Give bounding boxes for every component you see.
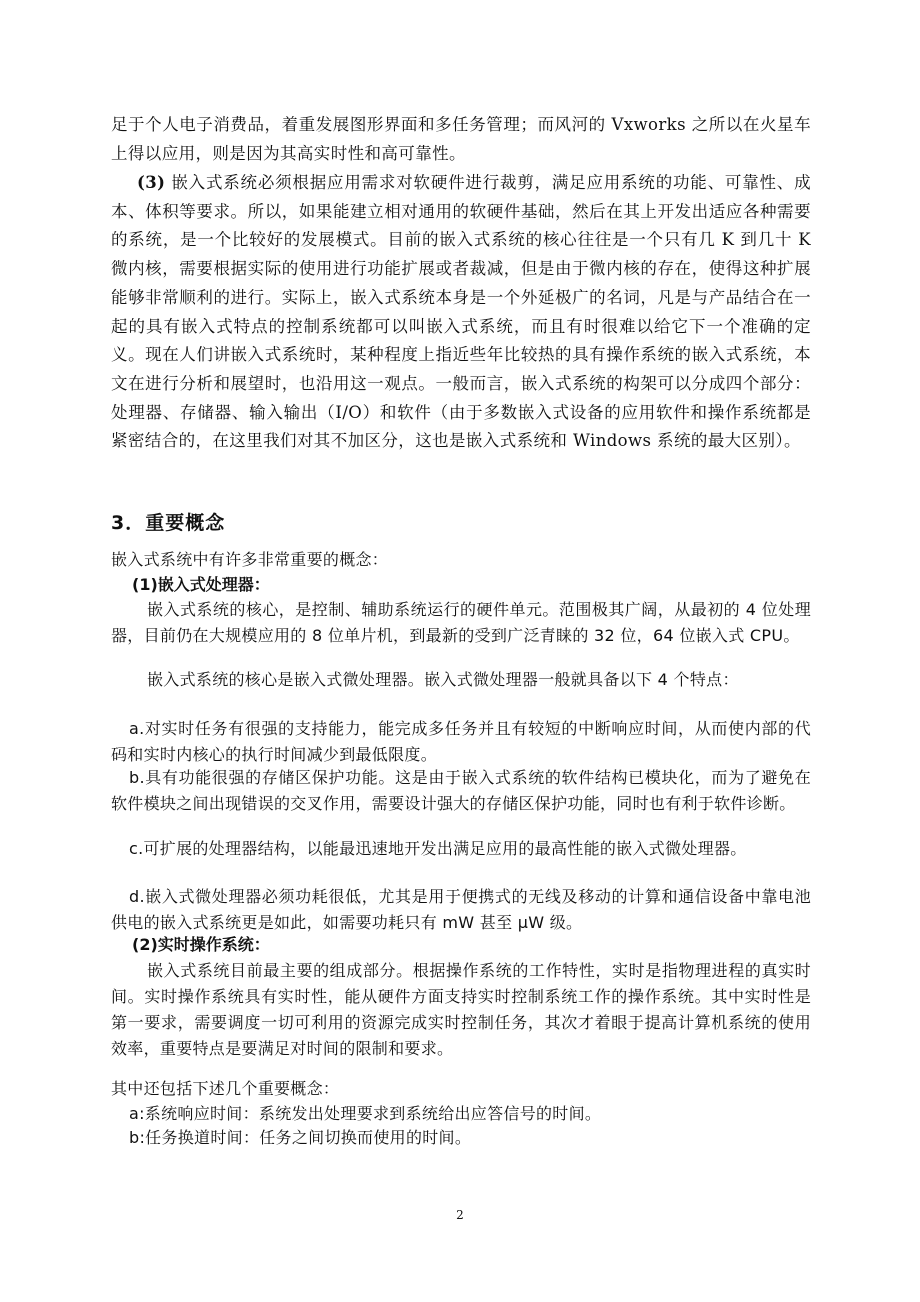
feature-b: b.具有功能很强的存储区保护功能。这是由于嵌入式系统的软件结构已模块化，而为了避免在软件模块之间出现错误的交叉作用，需要设计强大的存储区保护功能，同时也有利于软件诊断。 [111, 768, 811, 813]
sub2-p1: 嵌入式系统目前最主要的组成部分。根据操作系统的工作特性，实时是指物理进程的真实时间。实时操作系统具有实时性，能从硬件方面支持实时控制系统工作的操作系统。其中实时性是第一要求，需要调度一切可利用的资源完成实时控制任务，其次才着眼于提高计算机系统的使用效率，重要特点是要满足对时间的限制和要求。 [111, 961, 811, 1058]
item-a: a:系统响应时间：系统发出处理要求到系统给出应答信号的时间。 [129, 1104, 602, 1123]
para-3-number: (3) [137, 173, 166, 192]
section-heading: 3．重要概念 [111, 512, 226, 534]
sub1-heading: (1)嵌入式处理器： [132, 575, 270, 594]
feature-c: c.可扩展的处理器结构，以能最迅速地开发出满足应用的最高性能的嵌入式微处理器。 [129, 839, 747, 858]
para-3-text: 嵌入式系统必须根据应用需求对软硬件进行裁剪，满足应用系统的功能、可靠性、成本、体积等要求。所以，如果能建立相对通用的软硬件基础，然后在其上开发出适应各种需要的系统，是一个比较好的发展模式。目前的嵌入式系统的核心往往是一个只有几 K 到几十 K 微内核，需要根据实际的使用进行功能扩展或者裁减，但是由于微内核的存在，使得这种扩展能够非常顺利的进行。实际上，嵌入式系统本身是一个外延极广的名词，凡是与产品结合在一起的具有嵌入式特点的控制系统都可以叫嵌入式系统，而且有时很难以给它下一个准确的定义。现在人们讲嵌入式系统时，某种程度上指近些年比较热的具有操作系统的嵌入式系统，本文在进行分析和展望时，也沿用这一观点。一般而言，嵌入式系统的构架可以分成四个部分：处理器、存储器、输入输出（I/O）和软件（由于多数嵌入式设备的应用软件和操作系统都是紧密结合的，在这里我们对其不加区分，这也是嵌入式系统和 Windows 系统的最大区别）。 [111, 173, 811, 451]
sub2-heading: (2)实时操作系统： [132, 935, 270, 954]
page-number: 2 [456, 1208, 464, 1222]
concepts-intro: 嵌入式系统中有许多非常重要的概念： [111, 550, 389, 569]
para-3 [111, 169, 811, 456]
item-b: b:任务换道时间：任务之间切换而使用的时间。 [129, 1128, 472, 1147]
feature-a: a.对实时任务有很强的支持能力，能完成多任务并且有较短的中断响应时间，从而使内部的代码和实时内核心的执行时间减少到最低限度。 [111, 719, 811, 764]
feature-d: d.嵌入式微处理器必须功耗很低，尤其是用于便携式的无线及移动的计算和通信设备中靠电池供电的嵌入式系统更是如此，如需要功耗只有 mW 甚至 μW 级。 [111, 887, 811, 932]
sub1-p1: 嵌入式系统的核心，是控制、辅助系统运行的硬件单元。范围极其广阔，从最初的 4 位处理器，目前仍在大规模应用的 8 位单片机，到最新的受到广泛青睐的 32 位，64 位嵌入式 CPU。 [111, 600, 811, 645]
sub1-p2: 嵌入式系统的核心是嵌入式微处理器。嵌入式微处理器一般就具备以下 4 个特点： [147, 670, 739, 689]
sub2-intro2: 其中还包括下述几个重要概念： [111, 1079, 340, 1098]
para-intro-tail: 足于个人电子消费品，着重发展图形界面和多任务管理；而风河的 Vxworks 之所以在火星车上得以应用，则是因为其高实时性和高可靠性。 [111, 115, 811, 163]
